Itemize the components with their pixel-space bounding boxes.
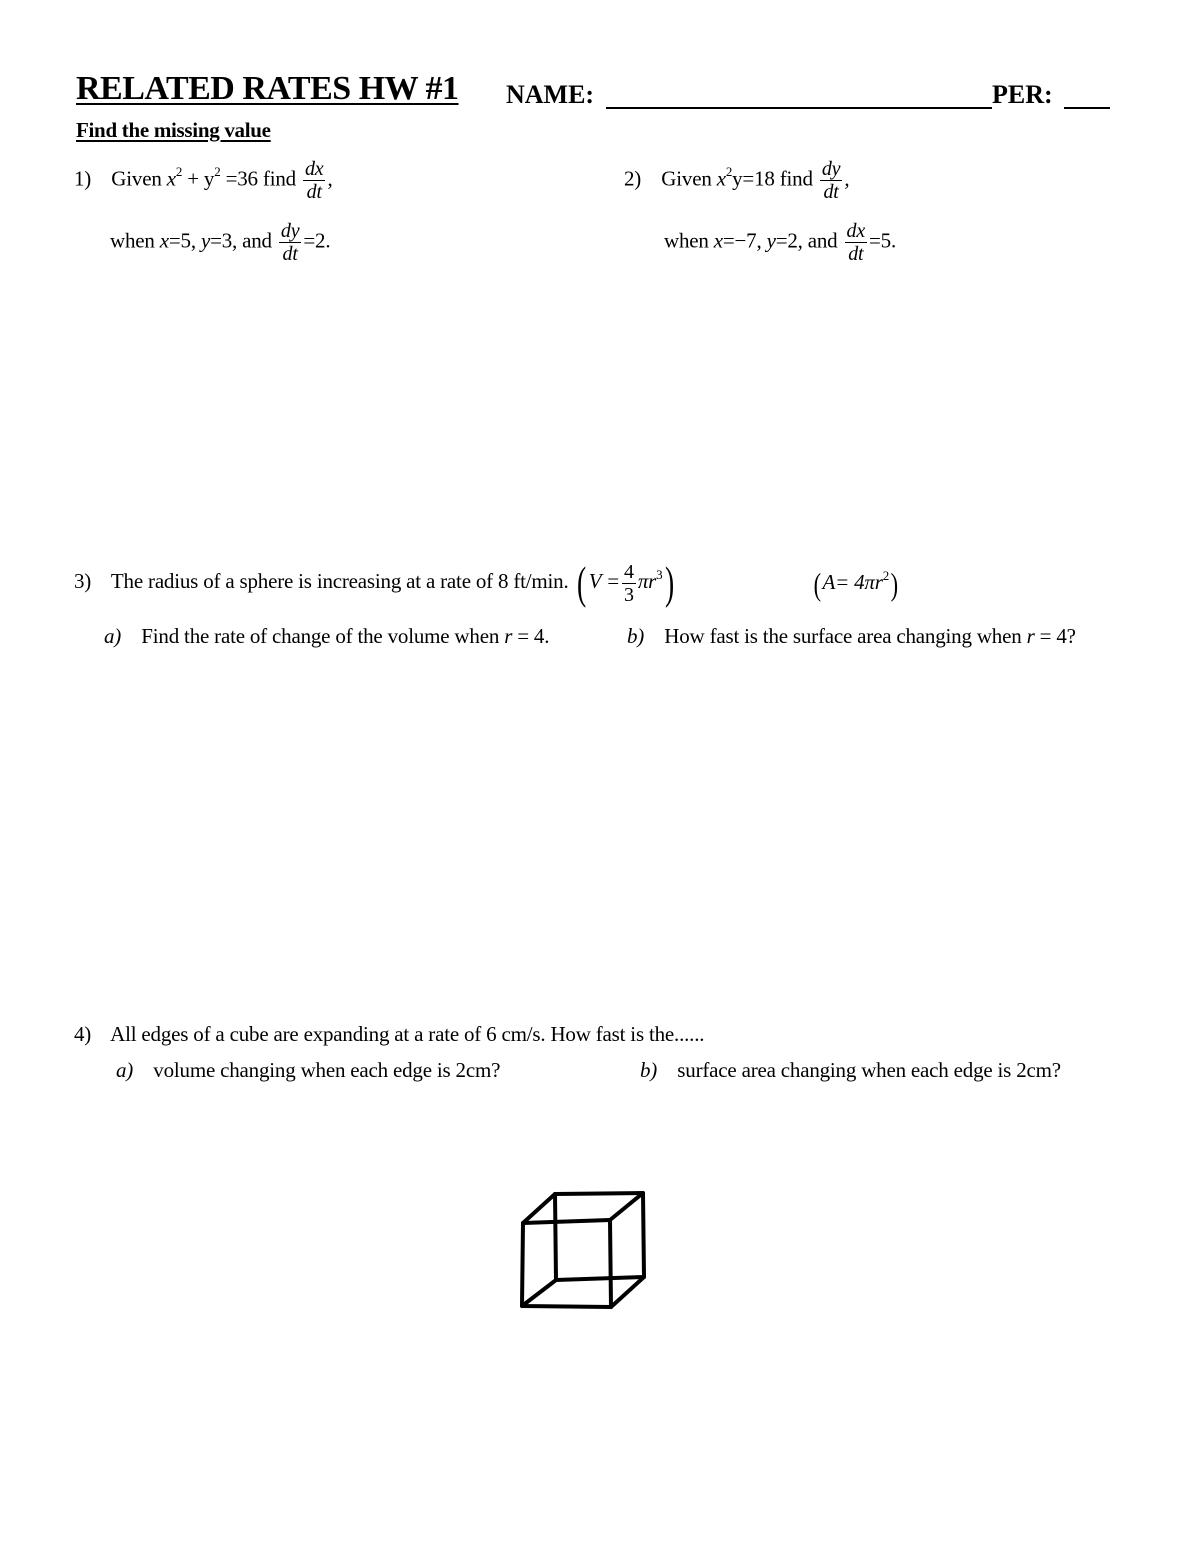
part-a-label: a) (116, 1058, 134, 1082)
problem-3-part-a: a) Find the rate of change of the volume when r = 4. (104, 624, 550, 648)
problem-3-part-b: b) How fast is the surface area changing when r = 4? (627, 624, 1076, 648)
part-a-text: Find the rate of change of the volume when (141, 624, 500, 648)
exponent-3: 3 (656, 566, 663, 582)
problem-1-x-value: =5, (168, 228, 196, 253)
problem-2-when: when (664, 228, 709, 253)
part-a-label: a) (104, 624, 122, 648)
problem-3-number: 3) (74, 568, 92, 593)
problem-1-find: find (262, 166, 296, 191)
problem-2-find-fraction: $\frac{dy}{dt}$ (821, 158, 841, 203)
right-paren: ) (665, 557, 675, 608)
problem-1-given: Given (111, 166, 162, 191)
part-b-text: How fast is the surface area changing when (664, 624, 1022, 648)
left-paren: ( (813, 566, 821, 602)
problem-4-number: 4) (74, 1022, 92, 1046)
instructions-subtitle: Find the missing value (76, 118, 271, 142)
exponent-2: 2 (882, 567, 890, 583)
worksheet-title: RELATED RATES HW #1 (76, 70, 459, 107)
cube-drawing (510, 1180, 660, 1320)
part-b-label: b) (640, 1058, 658, 1082)
period-label: PER: (992, 80, 1053, 109)
problem-1-find-fraction: $\frac{dx}{dt}$ (305, 158, 324, 203)
problem-1-rate-value: =2. (303, 228, 331, 253)
area-formula (812, 568, 900, 600)
problem-2-number: 2) (624, 166, 642, 191)
part-b-label: b) (627, 624, 645, 648)
volume-formula-fraction: $\frac{4}{3}$ (624, 560, 634, 606)
exponent-2: 2 (725, 164, 733, 180)
problem-1-when: when (110, 228, 155, 253)
problem-2-rate-value: =5. (869, 228, 897, 253)
area-formula-text: A= 4πr (822, 569, 883, 594)
name-blank-line[interactable] (606, 107, 992, 109)
problem-2-line-2: when x=−7, y=2, and $\frac{dx}{dt}$ =5. (664, 220, 897, 265)
volume-formula-rest: πr (637, 568, 657, 593)
problem-1-number: 1) (74, 166, 92, 191)
problem-1-line-2: when x=5, y=3, and $\frac{dy}{dt}$ =2. (110, 220, 331, 265)
left-paren: ( (576, 557, 586, 608)
period-blank-line[interactable] (1064, 107, 1110, 109)
volume-formula-lhs: V = (588, 568, 621, 593)
problem-1-eq-plus: + (187, 166, 199, 191)
problem-4-part-b (640, 1058, 1061, 1083)
exponent-2: 2 (214, 164, 221, 180)
problem-2-y-value: =2, and (775, 228, 838, 253)
problem-2-x-value: =−7, (722, 228, 762, 253)
problem-4-part-a (116, 1058, 500, 1083)
problem-1-eq-y: y (203, 166, 215, 191)
problem-1-eq-rhs: =36 (225, 166, 258, 191)
problem-3-text: The radius of a sphere is increasing at a rate of 8 ft/min. (110, 568, 569, 593)
part-b-text: surface area changing when each edge is 2cm? (677, 1058, 1061, 1082)
problem-3-line-1 (74, 557, 678, 608)
problem-1-rate-fraction: $\frac{dy}{dt}$ (280, 220, 300, 265)
name-label: NAME: (506, 80, 595, 109)
problem-2-given: Given (661, 166, 712, 191)
problem-1-eq-x: x (166, 166, 176, 191)
problem-2-eq-rhs: y=18 (732, 166, 775, 191)
problem-2-rate-fraction: $\frac{dx}{dt}$ (846, 220, 866, 265)
problem-4-line-1 (74, 1022, 704, 1047)
problem-4-text: All edges of a cube are expanding at a rate of 6 cm/s. How fast is the...... (110, 1022, 705, 1046)
exponent-2: 2 (175, 164, 183, 180)
part-a-text: volume changing when each edge is 2cm? (153, 1058, 501, 1082)
problem-1-y-value: =3, and (210, 228, 272, 253)
right-paren: ) (890, 566, 898, 602)
problem-2-line-1: 2) Given $x^2y=18$ find $\frac{dy}{dt}$ , (624, 158, 850, 203)
problem-1-line-1: 1) Given $x^2 + y^2 =36$ find $\frac{dx}{dt}$ , (74, 158, 333, 203)
problem-2-find: find (779, 166, 813, 191)
